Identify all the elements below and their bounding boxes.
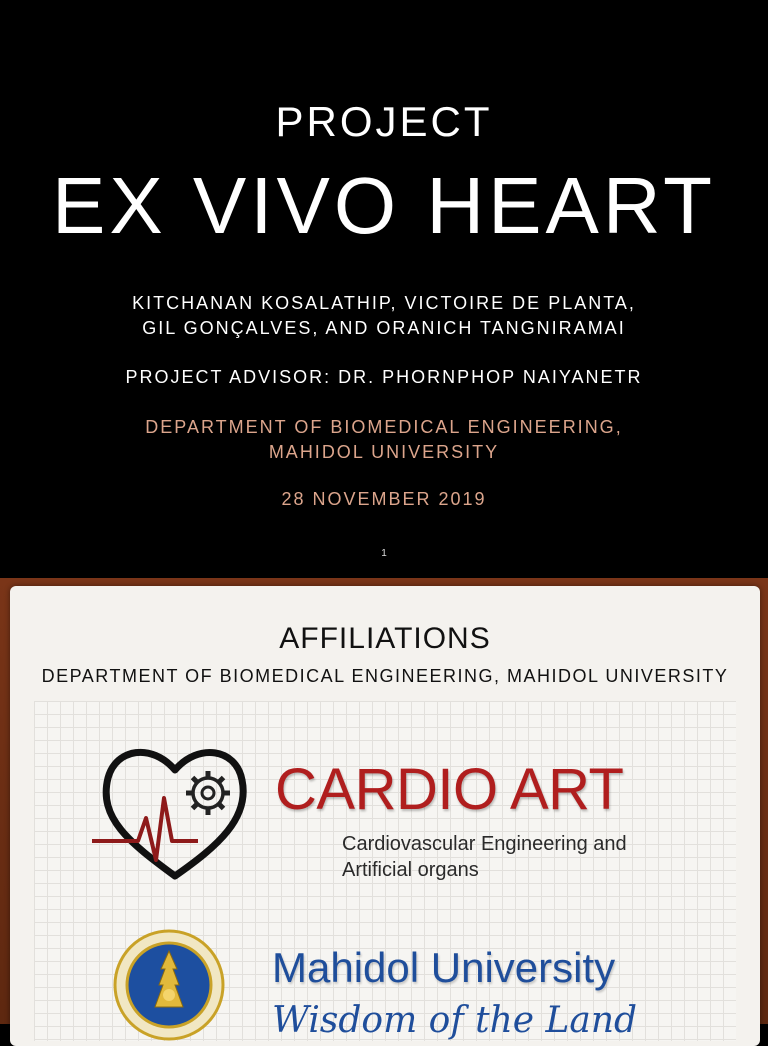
authors-line-1: KITCHANAN KOSALATHIP, VICTOIRE DE PLANTA,: [132, 293, 636, 313]
affiliations-heading: AFFILIATIONS: [279, 622, 491, 655]
mahidol-seal-icon: [113, 929, 225, 1041]
page-number: 1: [381, 548, 387, 559]
affiliations-subheading: DEPARTMENT OF BIOMEDICAL ENGINEERING, MAHIDOL UNIVERSITY: [41, 666, 729, 686]
cardio-art-wordmark: CARDIO ART: [275, 757, 624, 822]
heart-gear-ecg-icon: [90, 738, 260, 883]
advisor: PROJECT ADVISOR: DR. PHORNPHOP NAIYANETR: [125, 367, 643, 387]
cardio-art-tagline: [342, 831, 627, 883]
cardio-tagline-line-1: Cardiovascular Engineering and: [342, 833, 627, 855]
cardio-tagline-line-2: Artificial organs: [342, 859, 479, 881]
authors-line-2: GIL GONÇALVES, AND ORANICH TANGNIRAMAI: [142, 318, 626, 338]
department-line-2: MAHIDOL UNIVERSITY: [268, 442, 500, 462]
authors: [0, 291, 768, 341]
mahidol-university-name: Mahidol University: [272, 944, 616, 991]
presentation-date: 28 NOVEMBER 2019: [281, 489, 487, 509]
paper-sheet: [10, 586, 760, 1046]
department: [0, 415, 768, 465]
slide-kicker: PROJECT: [275, 98, 493, 145]
slide-title: EX VIVO HEART: [51, 161, 717, 250]
mahidol-university-slogan: Wisdom of the Land: [272, 1000, 638, 1041]
affiliations-slide: [0, 578, 768, 1041]
department-line-1: DEPARTMENT OF BIOMEDICAL ENGINEERING,: [145, 417, 623, 437]
